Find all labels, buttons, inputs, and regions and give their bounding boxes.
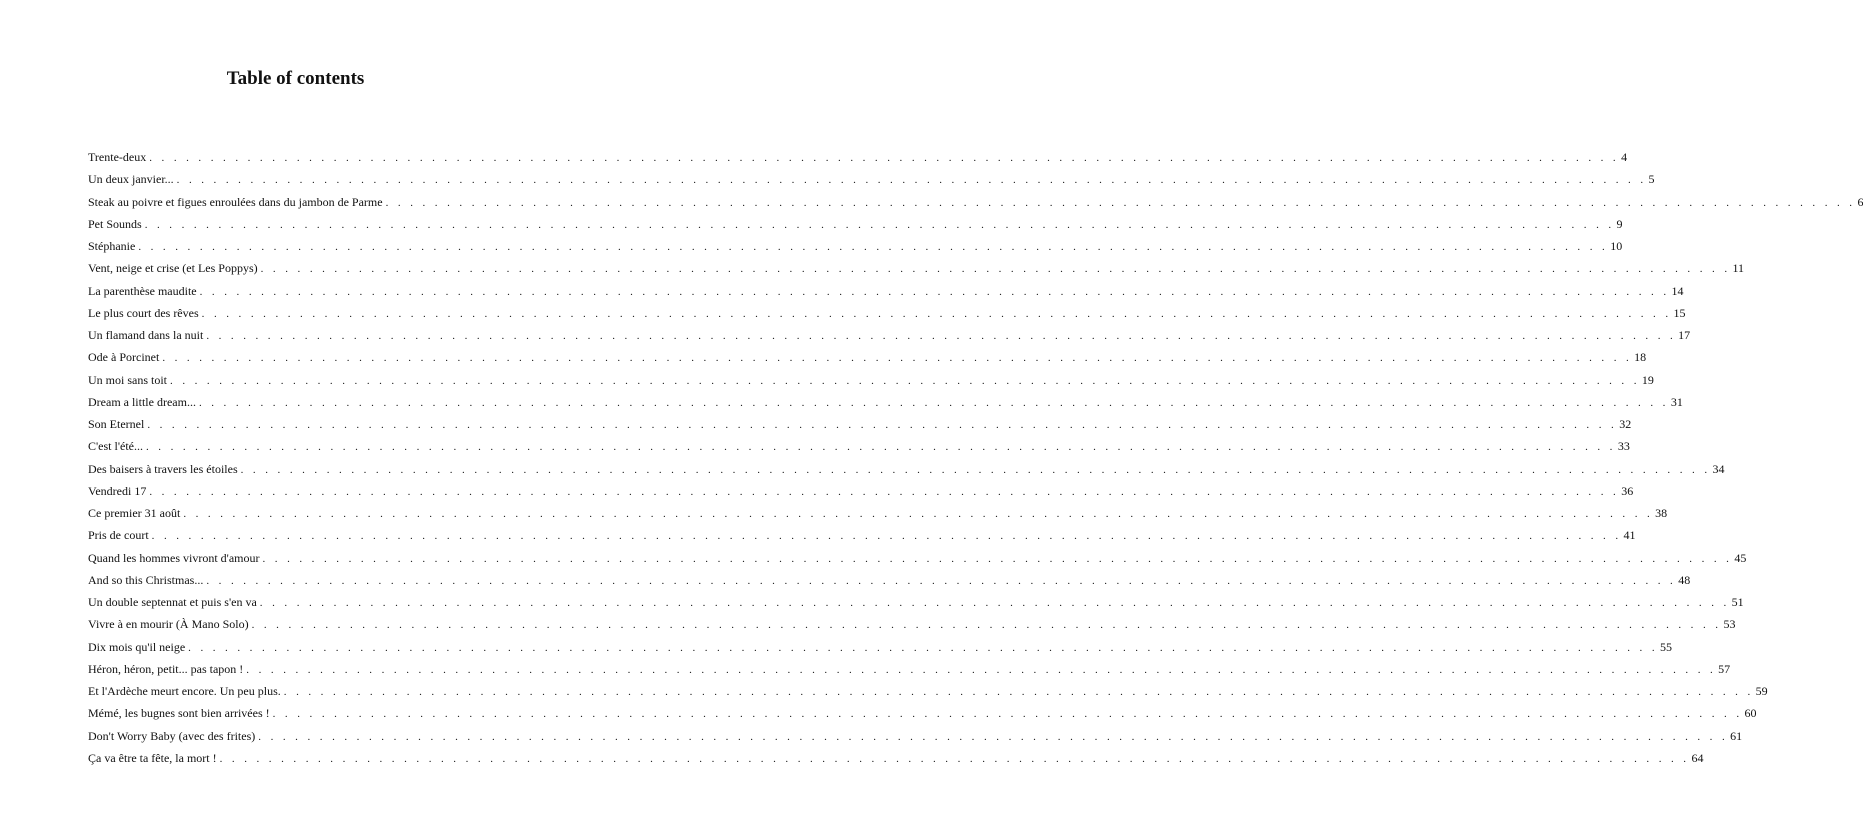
toc-entry-label: Ce premier 31 août	[88, 506, 181, 520]
toc-dot-leader: . . . . . . . . . . . . . . . . . . . . . . . . . . . . . . . . . . . . . . . . . . . . . . . . . . . . . . . . . . . . . . . . . . . . . . . . . . . . . . . . . . . . . . . . . . . . . . . . . . . . . . . . . . . . . . . . . . . . . . . .	[219, 752, 1690, 765]
toc-entry-page-number: 5	[1648, 172, 1655, 187]
toc-dot-leader: . . . . . . . . . . . . . . . . . . . . . . . . . . . . . . . . . . . . . . . . . . . . . . . . . . . . . . . . . . . . . . . . . . . . . . . . . . . . . . . . . . . . . . . . . . . . . . . . . . . . . . . . . . . . . . . . . . . . . . . .	[149, 485, 1620, 498]
toc-dot-leader: . . . . . . . . . . . . . . . . . . . . . . . . . . . . . . . . . . . . . . . . . . . . . . . . . . . . . . . . . . . . . . . . . . . . . . . . . . . . . . . . . . . . . . . . . . . . . . . . . . . . . . . . . . . . . . . . . . . . . . . .	[246, 663, 1717, 676]
toc-entry-label: Un flamand dans la nuit	[88, 328, 204, 342]
toc-entry-label: Ode à Porcinet	[88, 350, 160, 365]
toc-entry-page-number: 15	[1673, 305, 1686, 320]
toc-entry-label: Quand les hommes vivront d'amour	[88, 550, 260, 565]
toc-entry-page-number: 59	[1755, 684, 1768, 698]
toc-entry-page-number: 17	[1678, 328, 1691, 342]
toc-dot-leader: . . . . . . . . . . . . . . . . . . . . . . . . . . . . . . . . . . . . . . . . . . . . . . . . . . . . . . . . . . . . . . . . . . . . . . . . . . . . . . . . . . . . . . . . . . . . . . . . . . . . . . . . . . . . . . . . . . . . . . . .	[260, 263, 1731, 276]
toc-dot-leader: . . . . . . . . . . . . . . . . . . . . . . . . . . . . . . . . . . . . . . . . . . . . . . . . . . . . . . . . . . . . . . . . . . . . . . . . . . . . . . . . . . . . . . . . . . . . . . . . . . . . . . . . . . . . . . . . . . . . . . . .	[262, 552, 1733, 565]
toc-entry-label: Héron, héron, petit... pas tapon !	[88, 661, 244, 676]
toc-entry-label: Des baisers à travers les étoiles	[88, 461, 238, 476]
toc-entry[interactable]	[88, 569, 1691, 591]
toc-entry-page-number: 14	[1671, 283, 1684, 298]
toc-dot-leader: . . . . . . . . . . . . . . . . . . . . . . . . . . . . . . . . . . . . . . . . . . . . . . . . . . . . . . . . . . . . . . . . . . . . . . . . . . . . . . . . . . . . . . . . . . . . . . . . . . . . . . . . . . . . . . . . . . . . . . . .	[183, 508, 1654, 520]
toc-dot-leader: . . . . . . . . . . . . . . . . . . . . . . . . . . . . . . . . . . . . . . . . . . . . . . . . . . . . . . . . . . . . . . . . . . . . . . . . . . . . . . . . . . . . . . . . . . . . . . . . . . . . . . . . . . . . . . . . . . . . . . . .	[385, 196, 1856, 209]
toc-dot-leader: . . . . . . . . . . . . . . . . . . . . . . . . . . . . . . . . . . . . . . . . . . . . . . . . . . . . . . . . . . . . . . . . . . . . . . . . . . . . . . . . . . . . . . . . . . . . . . . . . . . . . . . . . . . . . . . . . . . . . . . .	[162, 352, 1633, 365]
toc-entry[interactable]	[88, 346, 1647, 368]
toc-entry-page-number: 55	[1660, 639, 1673, 654]
toc-entry-label: Vivre à en mourir (À Mano Solo)	[88, 617, 249, 632]
toc-entry[interactable]	[88, 324, 1691, 346]
toc-entry-page-number: 34	[1712, 461, 1725, 476]
toc-dot-leader: . . . . . . . . . . . . . . . . . . . . . . . . . . . . . . . . . . . . . . . . . . . . . . . . . . . . . . . . . . . . . . . . . . . . . . . . . . . . . . . . . . . . . . . . . . . . . . . . . . . . . . . . . . . . . . . . . . . . . . . .	[272, 708, 1743, 721]
toc-entry-label: Pris de court	[88, 528, 149, 543]
toc-entry-page-number: 45	[1734, 550, 1747, 565]
toc-entry[interactable]	[88, 458, 1725, 480]
toc-entry-page-number: 60	[1744, 706, 1757, 721]
toc-entry[interactable]	[88, 524, 1636, 546]
toc-entry-label: La parenthèse maudite	[88, 283, 197, 298]
toc-dot-leader: . . . . . . . . . . . . . . . . . . . . . . . . . . . . . . . . . . . . . . . . . . . . . . . . . . . . . . . . . . . . . . . . . . . . . . . . . . . . . . . . . . . . . . . . . . . . . . . . . . . . . . . . . . . . . . . . . . . . . . . .	[259, 597, 1730, 609]
toc-entry-page-number: 48	[1678, 572, 1691, 587]
toc-entry-label: Son Eternel	[88, 417, 145, 431]
toc-entry[interactable]	[88, 413, 1632, 435]
toc-entry[interactable]	[88, 702, 1757, 724]
toc-entry-label: Trente-deux	[88, 150, 147, 164]
toc-entry-page-number: 64	[1691, 750, 1704, 765]
toc-entry-page-number: 18	[1634, 350, 1647, 365]
toc-entry[interactable]	[88, 191, 1863, 213]
toc-entry-page-number: 32	[1619, 417, 1632, 431]
toc-dot-leader: . . . . . . . . . . . . . . . . . . . . . . . . . . . . . . . . . . . . . . . . . . . . . . . . . . . . . . . . . . . . . . . . . . . . . . . . . . . . . . . . . . . . . . . . . . . . . . . . . . . . . . . . . . . . . . . . . . . . . . . .	[206, 330, 1677, 342]
toc-entry-label: Vendredi 17	[88, 483, 147, 498]
toc-entry-page-number: 38	[1655, 506, 1668, 520]
toc-entry-page-number: 6	[1857, 194, 1863, 209]
toc-entry-page-number: 19	[1641, 372, 1654, 387]
toc-dot-leader: . . . . . . . . . . . . . . . . . . . . . . . . . . . . . . . . . . . . . . . . . . . . . . . . . . . . . . . . . . . . . . . . . . . . . . . . . . . . . . . . . . . . . . . . . . . . . . . . . . . . . . . . . . . . . . . . . . . . . . . .	[149, 152, 1620, 164]
toc-dot-leader: . . . . . . . . . . . . . . . . . . . . . . . . . . . . . . . . . . . . . . . . . . . . . . . . . . . . . . . . . . . . . . . . . . . . . . . . . . . . . . . . . . . . . . . . . . . . . . . . . . . . . . . . . . . . . . . . . . . . . . . .	[258, 730, 1729, 743]
toc-entry[interactable]	[88, 747, 1704, 769]
toc-dot-leader: . . . . . . . . . . . . . . . . . . . . . . . . . . . . . . . . . . . . . . . . . . . . . . . . . . . . . . . . . . . . . . . . . . . . . . . . . . . . . . . . . . . . . . . . . . . . . . . . . . . . . . . . . . . . . . . . . . . . . . . .	[251, 619, 1722, 632]
toc-entry-page-number: 4	[1621, 150, 1628, 164]
toc-entry[interactable]	[88, 391, 1683, 413]
toc-entry-label: C'est l'été...	[88, 439, 143, 454]
toc-entry-label: Un moi sans toit	[88, 372, 168, 387]
toc-entry[interactable]	[88, 369, 1654, 391]
toc-entry[interactable]	[88, 680, 1768, 702]
toc-entry[interactable]	[88, 213, 1623, 235]
toc-entry-label: Dix mois qu'il neige	[88, 639, 186, 654]
toc-entry[interactable]	[88, 502, 1668, 524]
toc-entry-label: Et l'Ardèche meurt encore. Un peu plus.	[88, 684, 281, 698]
toc-entry[interactable]	[88, 725, 1743, 747]
toc-entry-label: Un deux janvier...	[88, 172, 174, 187]
toc-dot-leader: . . . . . . . . . . . . . . . . . . . . . . . . . . . . . . . . . . . . . . . . . . . . . . . . . . . . . . . . . . . . . . . . . . . . . . . . . . . . . . . . . . . . . . . . . . . . . . . . . . . . . . . . . . . . . . . . . . . . . . . .	[151, 530, 1622, 543]
toc-dot-leader: . . . . . . . . . . . . . . . . . . . . . . . . . . . . . . . . . . . . . . . . . . . . . . . . . . . . . . . . . . . . . . . . . . . . . . . . . . . . . . . . . . . . . . . . . . . . . . . . . . . . . . . . . . . . . . . . . . . . . . . .	[138, 241, 1609, 253]
toc-entry-page-number: 31	[1670, 394, 1683, 409]
toc-entry-page-number: 57	[1718, 661, 1731, 676]
toc-entry-page-number: 11	[1732, 261, 1745, 276]
toc-entry[interactable]	[88, 168, 1655, 190]
toc-dot-leader: . . . . . . . . . . . . . . . . . . . . . . . . . . . . . . . . . . . . . . . . . . . . . . . . . . . . . . . . . . . . . . . . . . . . . . . . . . . . . . . . . . . . . . . . . . . . . . . . . . . . . . . . . . . . . . . . . . . . . . . .	[240, 463, 1711, 476]
toc-dot-leader: . . . . . . . . . . . . . . . . . . . . . . . . . . . . . . . . . . . . . . . . . . . . . . . . . . . . . . . . . . . . . . . . . . . . . . . . . . . . . . . . . . . . . . . . . . . . . . . . . . . . . . . . . . . . . . . . . . . . . . . .	[198, 396, 1669, 409]
toc-entry-label: Stéphanie	[88, 239, 136, 253]
toc-entry-label: Pet Sounds	[88, 216, 142, 231]
toc-dot-leader: . . . . . . . . . . . . . . . . . . . . . . . . . . . . . . . . . . . . . . . . . . . . . . . . . . . . . . . . . . . . . . . . . . . . . . . . . . . . . . . . . . . . . . . . . . . . . . . . . . . . . . . . . . . . . . . . . . . . . . . .	[144, 218, 1615, 231]
toc-entry-page-number: 36	[1621, 483, 1634, 498]
toc-entry-page-number: 9	[1616, 216, 1623, 231]
toc-dot-leader: . . . . . . . . . . . . . . . . . . . . . . . . . . . . . . . . . . . . . . . . . . . . . . . . . . . . . . . . . . . . . . . . . . . . . . . . . . . . . . . . . . . . . . . . . . . . . . . . . . . . . . . . . . . . . . . . . . . . . . . .	[145, 441, 1616, 454]
toc-entry-page-number: 41	[1623, 528, 1636, 543]
toc-entry[interactable]	[88, 146, 1628, 168]
toc-entry[interactable]	[88, 302, 1686, 324]
toc-dot-leader: . . . . . . . . . . . . . . . . . . . . . . . . . . . . . . . . . . . . . . . . . . . . . . . . . . . . . . . . . . . . . . . . . . . . . . . . . . . . . . . . . . . . . . . . . . . . . . . . . . . . . . . . . . . . . . . . . . . . . . . .	[199, 285, 1670, 298]
toc-entry[interactable]	[88, 613, 1736, 635]
toc-entry-label: Ça va être ta fête, la mort !	[88, 750, 217, 765]
toc-dot-leader: . . . . . . . . . . . . . . . . . . . . . . . . . . . . . . . . . . . . . . . . . . . . . . . . . . . . . . . . . . . . . . . . . . . . . . . . . . . . . . . . . . . . . . . . . . . . . . . . . . . . . . . . . . . . . . . . . . . . . . . .	[206, 574, 1677, 587]
toc-entry-label: And so this Christmas...	[88, 572, 204, 587]
toc-entry-label: Dream a little dream...	[88, 394, 196, 409]
toc-list	[88, 146, 1863, 769]
toc-dot-leader: . . . . . . . . . . . . . . . . . . . . . . . . . . . . . . . . . . . . . . . . . . . . . . . . . . . . . . . . . . . . . . . . . . . . . . . . . . . . . . . . . . . . . . . . . . . . . . . . . . . . . . . . . . . . . . . . . . . . . . . .	[170, 374, 1640, 387]
toc-dot-leader: . . . . . . . . . . . . . . . . . . . . . . . . . . . . . . . . . . . . . . . . . . . . . . . . . . . . . . . . . . . . . . . . . . . . . . . . . . . . . . . . . . . . . . . . . . . . . . . . . . . . . . . . . . . . . . . . . . . . . . . .	[283, 686, 1754, 698]
toc-entry-label: Vent, neige et crise (et Les Poppys)	[88, 261, 258, 276]
toc-entry[interactable]	[88, 280, 1684, 302]
toc-dot-leader: . . . . . . . . . . . . . . . . . . . . . . . . . . . . . . . . . . . . . . . . . . . . . . . . . . . . . . . . . . . . . . . . . . . . . . . . . . . . . . . . . . . . . . . . . . . . . . . . . . . . . . . . . . . . . . . . . . . . . . . .	[176, 174, 1647, 187]
toc-entry[interactable]	[88, 591, 1744, 613]
toc-entry[interactable]	[88, 235, 1623, 257]
toc-entry-page-number: 51	[1731, 595, 1744, 609]
toc-entry-page-number: 61	[1730, 728, 1743, 743]
toc-entry[interactable]	[88, 435, 1630, 457]
toc-entry[interactable]	[88, 480, 1634, 502]
toc-entry[interactable]	[88, 636, 1673, 658]
toc-entry-label: Un double septennat et puis s'en va	[88, 595, 257, 609]
toc-dot-leader: . . . . . . . . . . . . . . . . . . . . . . . . . . . . . . . . . . . . . . . . . . . . . . . . . . . . . . . . . . . . . . . . . . . . . . . . . . . . . . . . . . . . . . . . . . . . . . . . . . . . . . . . . . . . . . . . . . . . . . . .	[201, 307, 1672, 320]
toc-entry-page-number: 53	[1723, 617, 1736, 632]
toc-entry-label: Steak au poivre et figues enroulées dans du jambon de Parme	[88, 194, 383, 209]
toc-entry[interactable]	[88, 547, 1747, 569]
toc-entry-page-number: 33	[1617, 439, 1630, 454]
toc-entry-page-number: 10	[1610, 239, 1623, 253]
toc-title: Table of contents	[226, 68, 365, 89]
toc-entry[interactable]	[88, 658, 1731, 680]
toc-dot-leader: . . . . . . . . . . . . . . . . . . . . . . . . . . . . . . . . . . . . . . . . . . . . . . . . . . . . . . . . . . . . . . . . . . . . . . . . . . . . . . . . . . . . . . . . . . . . . . . . . . . . . . . . . . . . . . . . . . . . . . . .	[147, 419, 1618, 431]
toc-entry-label: Don't Worry Baby (avec des frites)	[88, 728, 256, 743]
toc-entry-label: Le plus court des rêves	[88, 305, 199, 320]
toc-dot-leader: . . . . . . . . . . . . . . . . . . . . . . . . . . . . . . . . . . . . . . . . . . . . . . . . . . . . . . . . . . . . . . . . . . . . . . . . . . . . . . . . . . . . . . . . . . . . . . . . . . . . . . . . . . . . . . . . . . . . . . . .	[188, 641, 1659, 654]
toc-entry-label: Mémé, les bugnes sont bien arrivées !	[88, 706, 270, 721]
toc-entry[interactable]	[88, 257, 1745, 279]
